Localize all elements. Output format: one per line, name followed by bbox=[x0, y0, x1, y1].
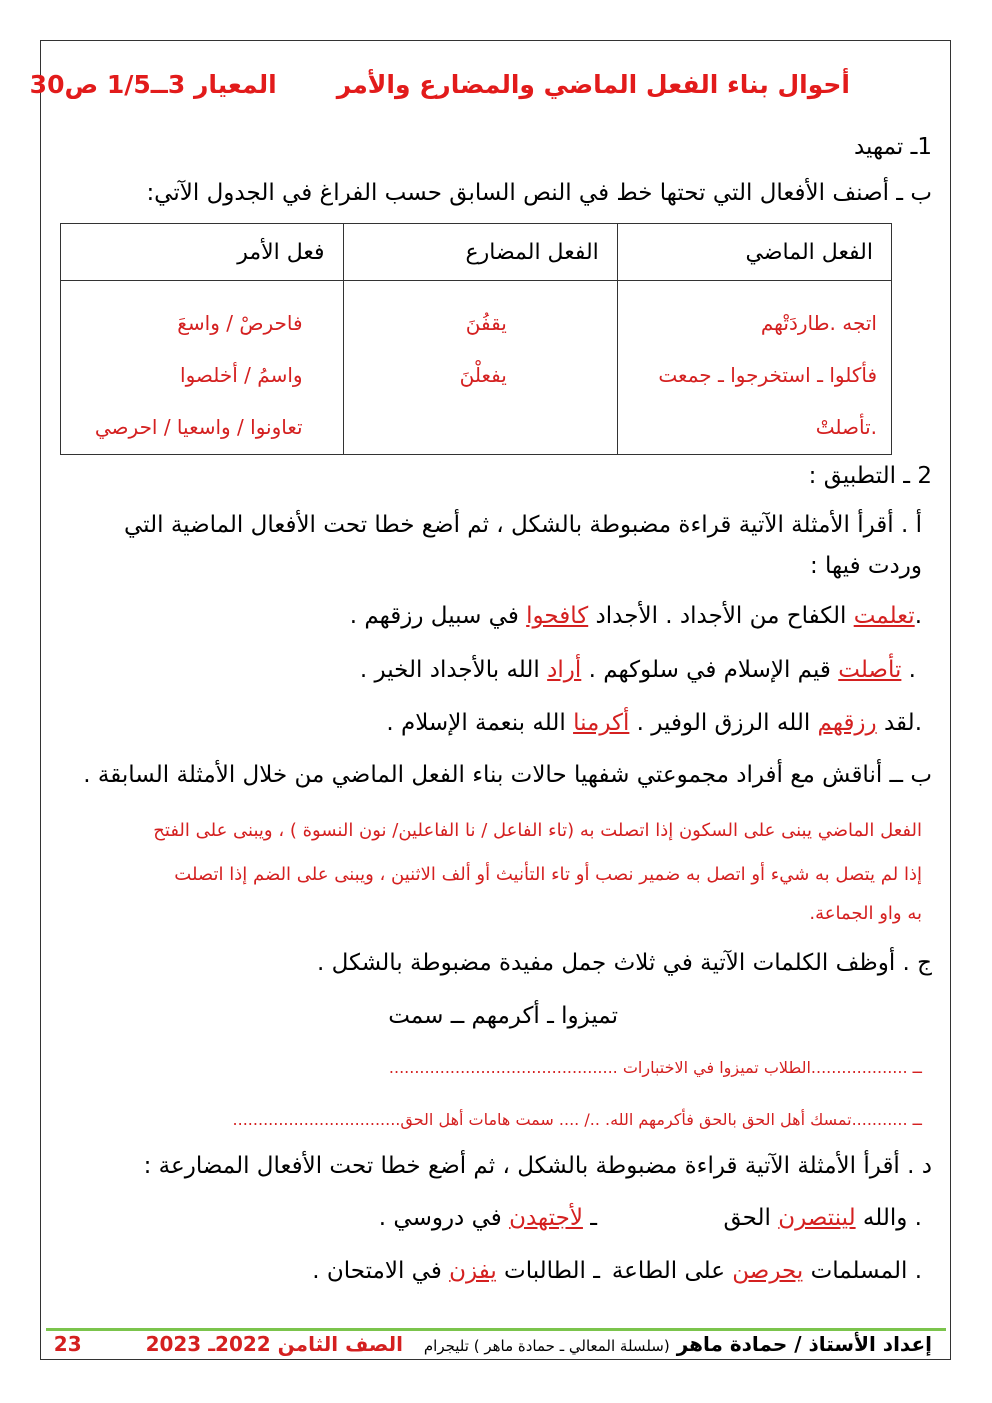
underlined-present-verb: لأجتهدن bbox=[509, 1205, 583, 1231]
instruction-a-line1: أ . أقرأ الأمثلة الآتية قراءة مضبوطة بالشكل ، ثم أضع خطا تحت الأفعال الماضية التي bbox=[124, 512, 922, 538]
example-present-2 bbox=[379, 1205, 597, 1231]
example-present-4 bbox=[312, 1258, 600, 1284]
header-past: الفعل الماضي bbox=[617, 224, 891, 281]
present-verb: يقفُنَ bbox=[465, 311, 507, 335]
example-present-1 bbox=[724, 1205, 923, 1231]
present-cell bbox=[343, 281, 617, 455]
sentence-text: الكفاح من الأجداد . الأجداد bbox=[588, 603, 854, 629]
sentence-prefix: . bbox=[914, 710, 922, 736]
example-sentence-1 bbox=[350, 603, 922, 629]
underlined-present-verb: لينتصرن bbox=[778, 1205, 856, 1231]
sentence-text: الله بنعمة الإسلام . bbox=[386, 710, 574, 736]
instruction-d: د . أقرأ الأمثلة الآتية قراءة مضبوطة بالشكل ، ثم أضع خطا تحت الأفعال المضارعة : bbox=[143, 1153, 932, 1179]
table-body-row bbox=[61, 281, 892, 455]
past-cell bbox=[617, 281, 891, 455]
intro-instruction: ب ـ أصنف الأفعال التي تحتها خط في النص السابق حسب الفراغ في الجدول الآتي: bbox=[146, 180, 932, 206]
past-verb: .تأصلتْ bbox=[815, 415, 877, 439]
sentence-text: في دروسي . bbox=[378, 1205, 510, 1231]
sentence-text: الله الرزق الوفير . bbox=[629, 710, 818, 736]
past-verb: فأكلوا ـ استخرجوا ـ جمعت bbox=[658, 363, 877, 387]
instruction-c: ج . أوظف الكلمات الآتية في ثلاث جمل مفيدة مضبوطة بالشكل . bbox=[316, 950, 932, 976]
example-present-3 bbox=[612, 1258, 922, 1284]
sentence-text: الحق bbox=[723, 1205, 779, 1231]
sentence-text: . والله bbox=[855, 1205, 922, 1231]
imperative-verb: واسمُ / أخلصوا bbox=[180, 363, 303, 387]
underlined-past-verb: كافحوا bbox=[526, 603, 589, 629]
sentence-text: لقد bbox=[876, 710, 915, 736]
table-header-row bbox=[61, 224, 892, 281]
intro-heading: 1ـ تمهيد bbox=[853, 134, 932, 160]
answer-b-line3: به واو الجماعة. bbox=[809, 903, 922, 924]
verbs-table bbox=[60, 223, 892, 455]
sentence-text: قيم الإسلام في سلوكهم . bbox=[581, 657, 839, 683]
page-title bbox=[29, 70, 850, 99]
standard-reference: المعيار 3ــ1/5 ص30 bbox=[29, 70, 277, 99]
sentence-text: ـ الطالبات bbox=[496, 1258, 600, 1284]
example-sentence-3 bbox=[386, 710, 922, 736]
sentence-prefix: . bbox=[914, 603, 922, 629]
underlined-past-verb: رزقهم bbox=[817, 710, 877, 736]
answer-b-line2: إذا لم يتصل به شيء أو اتصل به ضمير نصب أو تاء التأنيث أو ألف الاثنين ، ويبنى على الضم إذا اتصلت bbox=[174, 864, 922, 885]
footer bbox=[53, 1332, 932, 1356]
imperative-verb: فاحرصْ / واسعَ bbox=[177, 311, 303, 335]
underlined-past-verb: أراد bbox=[547, 657, 582, 683]
underlined-present-verb: يحرصن bbox=[732, 1258, 804, 1284]
imperative-cell bbox=[61, 281, 344, 455]
answer-b-line1: الفعل الماضي يبنى على السكون إذا اتصلت به (تاء الفاعل / نا الفاعلين/ نون النسوة ) ، ويبنى على الفتح bbox=[153, 820, 922, 841]
instruction-a-line2: وردت فيها : bbox=[809, 553, 922, 579]
footer-grade: الصف الثامن 2022ـ 2023 bbox=[145, 1332, 403, 1356]
footer-author: إعداد الأستاذ / حمادة ماهر bbox=[676, 1332, 932, 1356]
sentence-text: على الطاعة bbox=[611, 1258, 733, 1284]
example-sentence-2 bbox=[360, 657, 916, 683]
present-verb: يفعلْنَ bbox=[459, 363, 507, 387]
underlined-past-verb: تأصلت bbox=[838, 657, 902, 683]
given-words: تميزوا ـ أكرمهم ــ سمت bbox=[388, 1003, 618, 1029]
sentence-text: الله بالأجداد الخير . bbox=[359, 657, 548, 683]
imperative-verb: تعاونوا / واسعيا / احرصي bbox=[94, 415, 303, 439]
instruction-b: ب ــ أناقش مع أفراد مجموعتي شفهيا حالات بناء الفعل الماضي من خلال الأمثلة السابقة . bbox=[83, 762, 932, 788]
sentence-text: في سبيل رزقهم . bbox=[349, 603, 527, 629]
header-present: الفعل المضارع bbox=[343, 224, 617, 281]
sentence-text: في الامتحان . bbox=[312, 1258, 450, 1284]
answer-c-line2: ــ ...........تمسك أهل الحق بالحق فأكرمهم الله. ../ .... سمت هامات أهل الحق................................. bbox=[232, 1110, 922, 1129]
past-verb: اتجه .طاردَتْهم bbox=[760, 311, 877, 335]
footer-series: (سلسلة المعالي ـ حمادة ماهر ) تليجرام bbox=[423, 1337, 670, 1355]
lesson-title: أحوال بناء الفعل الماضي والمضارع والأمر bbox=[336, 70, 850, 99]
sentence-text: . المسلمات bbox=[803, 1258, 922, 1284]
underlined-past-verb: تعلمت bbox=[853, 603, 915, 629]
page-number: 23 bbox=[53, 1332, 82, 1356]
header-imperative: فعل الأمر bbox=[61, 224, 344, 281]
sentence-text: ـ bbox=[582, 1205, 597, 1231]
application-heading: 2 ـ التطبيق : bbox=[808, 463, 932, 489]
sentence-prefix: . bbox=[901, 657, 916, 683]
underlined-present-verb: يفزن bbox=[449, 1258, 497, 1284]
footer-divider bbox=[46, 1328, 946, 1331]
underlined-past-verb: أكرمنا bbox=[573, 710, 630, 736]
answer-c-line1: ــ ...................الطلاب تميزوا في الاختبارات ............................................. bbox=[388, 1058, 922, 1077]
